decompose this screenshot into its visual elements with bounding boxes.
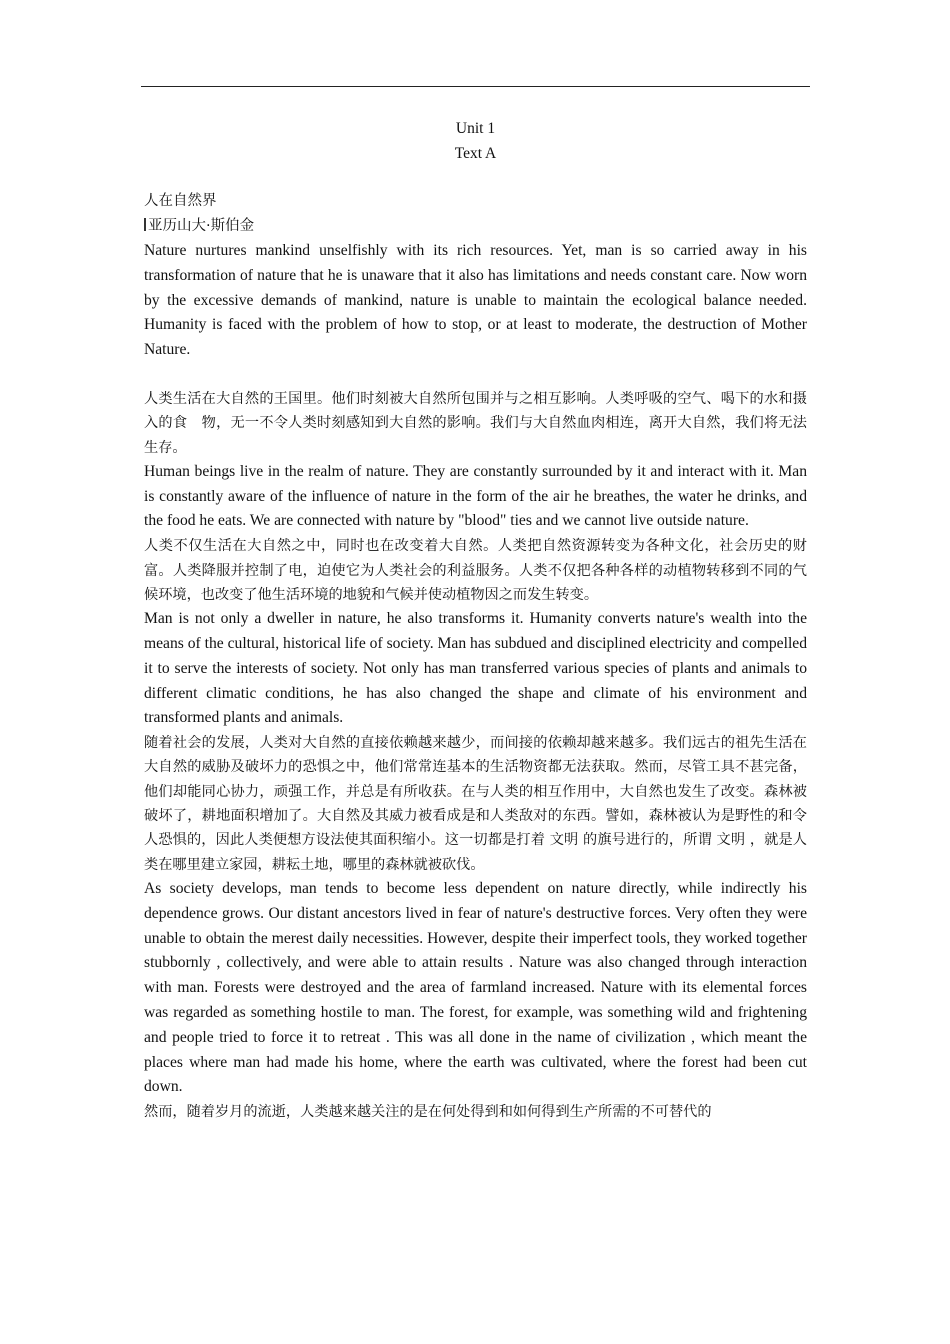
intro-paragraph-en: Nature nurtures mankind unselfishly with its rich resources. Yet, man is so carried away in his transformation of nature that he is unaware that it also has limitations and needs constant care. Now worn by the excessive demands of mankind, nature is unable to maintain the ecological balance needed. Humanity is faced with the problem of how to stop, or at least to moderate, the destruction of Mother Nature.: [144, 242, 807, 359]
unit-heading: Unit 1: [455, 120, 496, 137]
article-title: 人在自然界: [144, 193, 217, 209]
paragraph-3-en: As society develops, man tends to become less dependent on nature directly, while indirectly his dependence grows. Our distant ancestors lived in fear of nature's destructive forces. Very often they were unable to obtain the merest daily necessities. However, despite their imperfect tools, they worked together stubbornly , collectively, and were able to attain results . Nature was also changed through interaction with man. Forests were destroyed and the area of farmland increased. Nature with its elemental forces was regarded as something hostile to man. The forest, for example, was something wild and frightening and people tried to force it to retreat . This was all done in the name of civilization , which meant the places where man had made his home, where the earth was cultivated, where the forest had been cut down.: [144, 879, 807, 1096]
article-author: [144, 214, 807, 239]
author-marker: [144, 218, 146, 231]
paragraph-4-cn: 然而，随着岁月的流逝，人类越来越关注的是在何处得到和如何得到生产所需的不可替代的: [144, 1104, 712, 1121]
paragraph-gap: [144, 363, 807, 387]
paragraph-2-en: Man is not only a dweller in nature, he also transforms it. Humanity converts nature's wealth into the means of the cultural, historical life of society. Man has subdued and disciplined electricity and compelled it to serve the interests of society. Not only has man transferred various species of plants and animals to different climatic conditions, he has also changed the shape and climate of his environment and transformed plants and animals.: [144, 610, 807, 727]
paragraph-3-cn: 随着社会的发展，人类对大自然的直接依赖越来越少，而间接的依赖却越来越多。我们远古的祖先生活在大自然的威胁及破坏力的恐惧之中，他们常常连基本的生活物资都无法获取。然而，尽管工具不甚完备，他们却能同心协力，顽强工作，并总是有所收获。在与人类的相互作用中，大自然也发生了改变。森林被破坏了，耕地面积增加了。大自然及其威力被看成是和人类敌对的东西。譬如，森林被认为是野性的和令人恐惧的，因此人类便想方设法使其面积缩小。这一切都是打着 文明 的旗号进行的，所谓 文明 ，就是人类在哪里建立家园，耕耘土地，哪里的森林就被砍伐。: [144, 735, 807, 873]
text-heading: Text A: [454, 145, 497, 162]
author-name: 亚历山大·斯伯金: [148, 218, 255, 234]
paragraph-1-cn: 人类生活在大自然的王国里。他们时刻被大自然所包围并与之相互影响。人类呼吸的空气、喝下的水和摄入的食 物，无一不令人类时刻感知到大自然的影响。我们与大自然血肉相连，离开大自然，我们将无法生存。: [144, 390, 807, 456]
paragraph-1-en: Human beings live in the realm of nature. They are constantly surrounded by it and interact with it. Man is constantly aware of the influence of nature in the form of the air he breathes, the water he drinks, and the food he eats. We are connected with nature by "blood" ties and we cannot live outside nature.: [144, 462, 807, 530]
header-rule: [141, 86, 810, 87]
paragraph-2-cn: 人类不仅生活在大自然之中，同时也在改变着大自然。人类把自然资源转变为各种文化，社会历史的财富。人类降服并控制了电，迫使它为人类社会的利益服务。人类不仅把各种各样的动植物转移到不同的气候环境，也改变了他生活环境的地貌和气候并使动植物因之而发生转变。: [144, 538, 807, 603]
article-body: [144, 186, 807, 1124]
